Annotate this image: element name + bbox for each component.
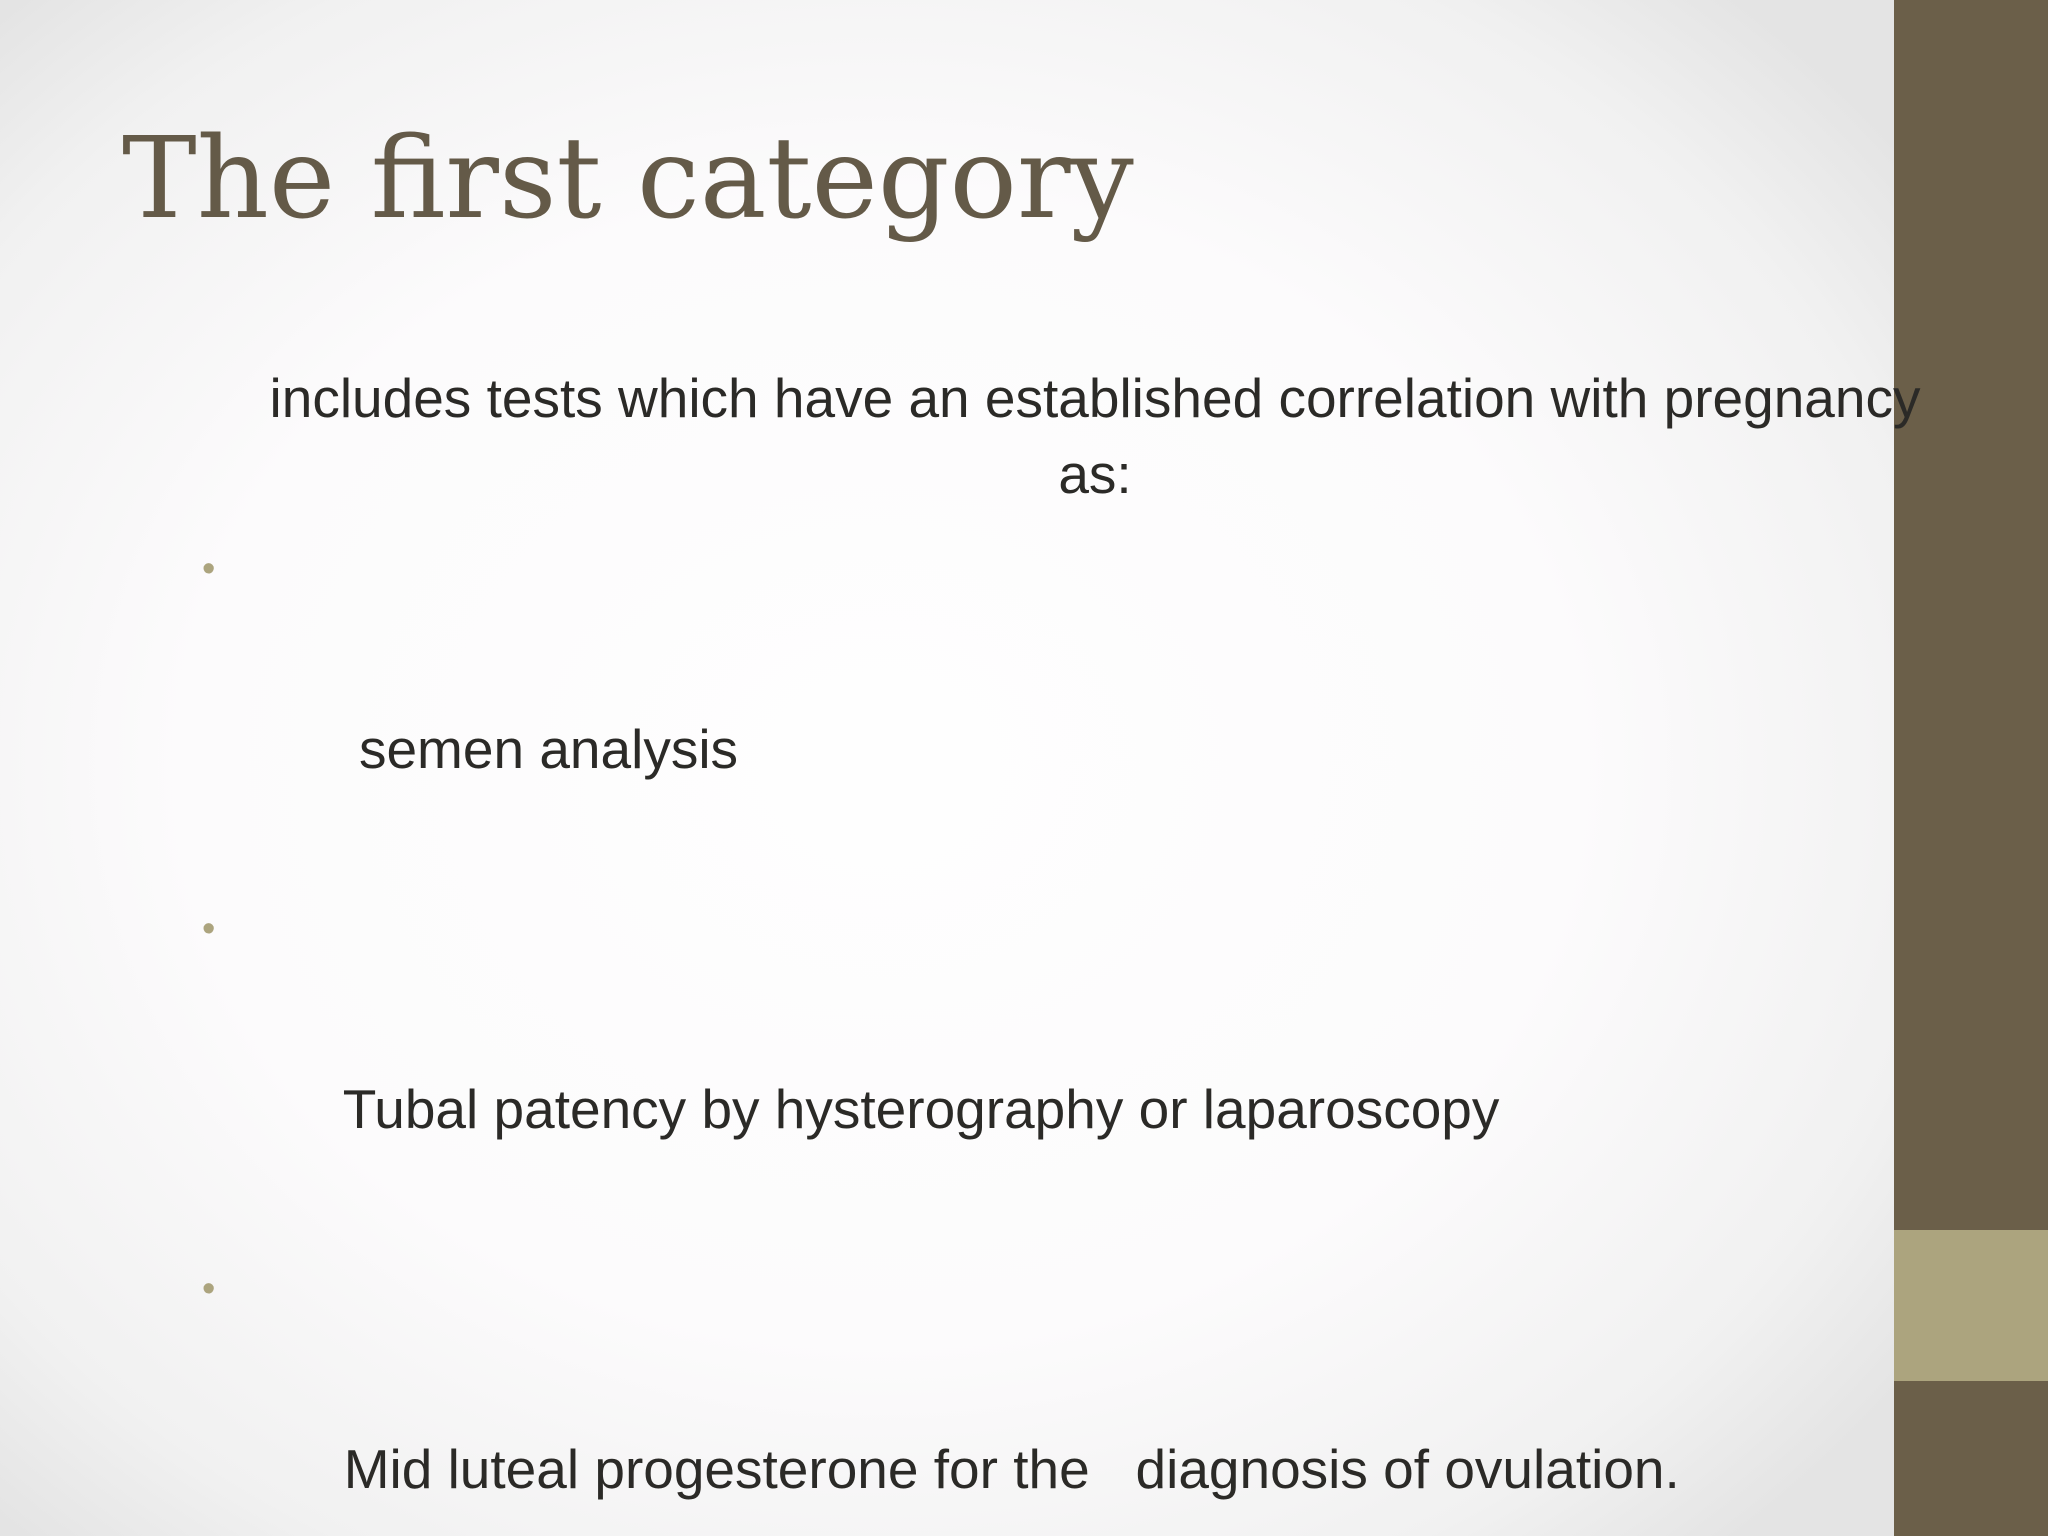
- intro-text: [150, 360, 2040, 512]
- list-item: [196, 524, 1680, 884]
- list-item-text: Mid luteal progesterone for the diagnosis of ovulation.: [343, 1438, 1680, 1500]
- intro-line-1: includes tests which have an established correlation with pregnancy: [269, 367, 1921, 429]
- intro-line-2: as:: [1058, 443, 1132, 505]
- list-item-text: Tubal patency by hysterography or laparoscopy: [342, 1078, 1500, 1140]
- bullet-list: [196, 524, 1680, 1536]
- list-item: [196, 884, 1680, 1244]
- bullet-icon: •: [202, 908, 216, 950]
- bullet-icon: •: [202, 1268, 216, 1310]
- bullet-icon: •: [202, 548, 216, 590]
- list-item: [196, 1244, 1680, 1536]
- list-item-text: semen analysis: [343, 718, 739, 780]
- side-accent-block: [1894, 1230, 2048, 1381]
- slide-title: The first category: [122, 114, 1134, 244]
